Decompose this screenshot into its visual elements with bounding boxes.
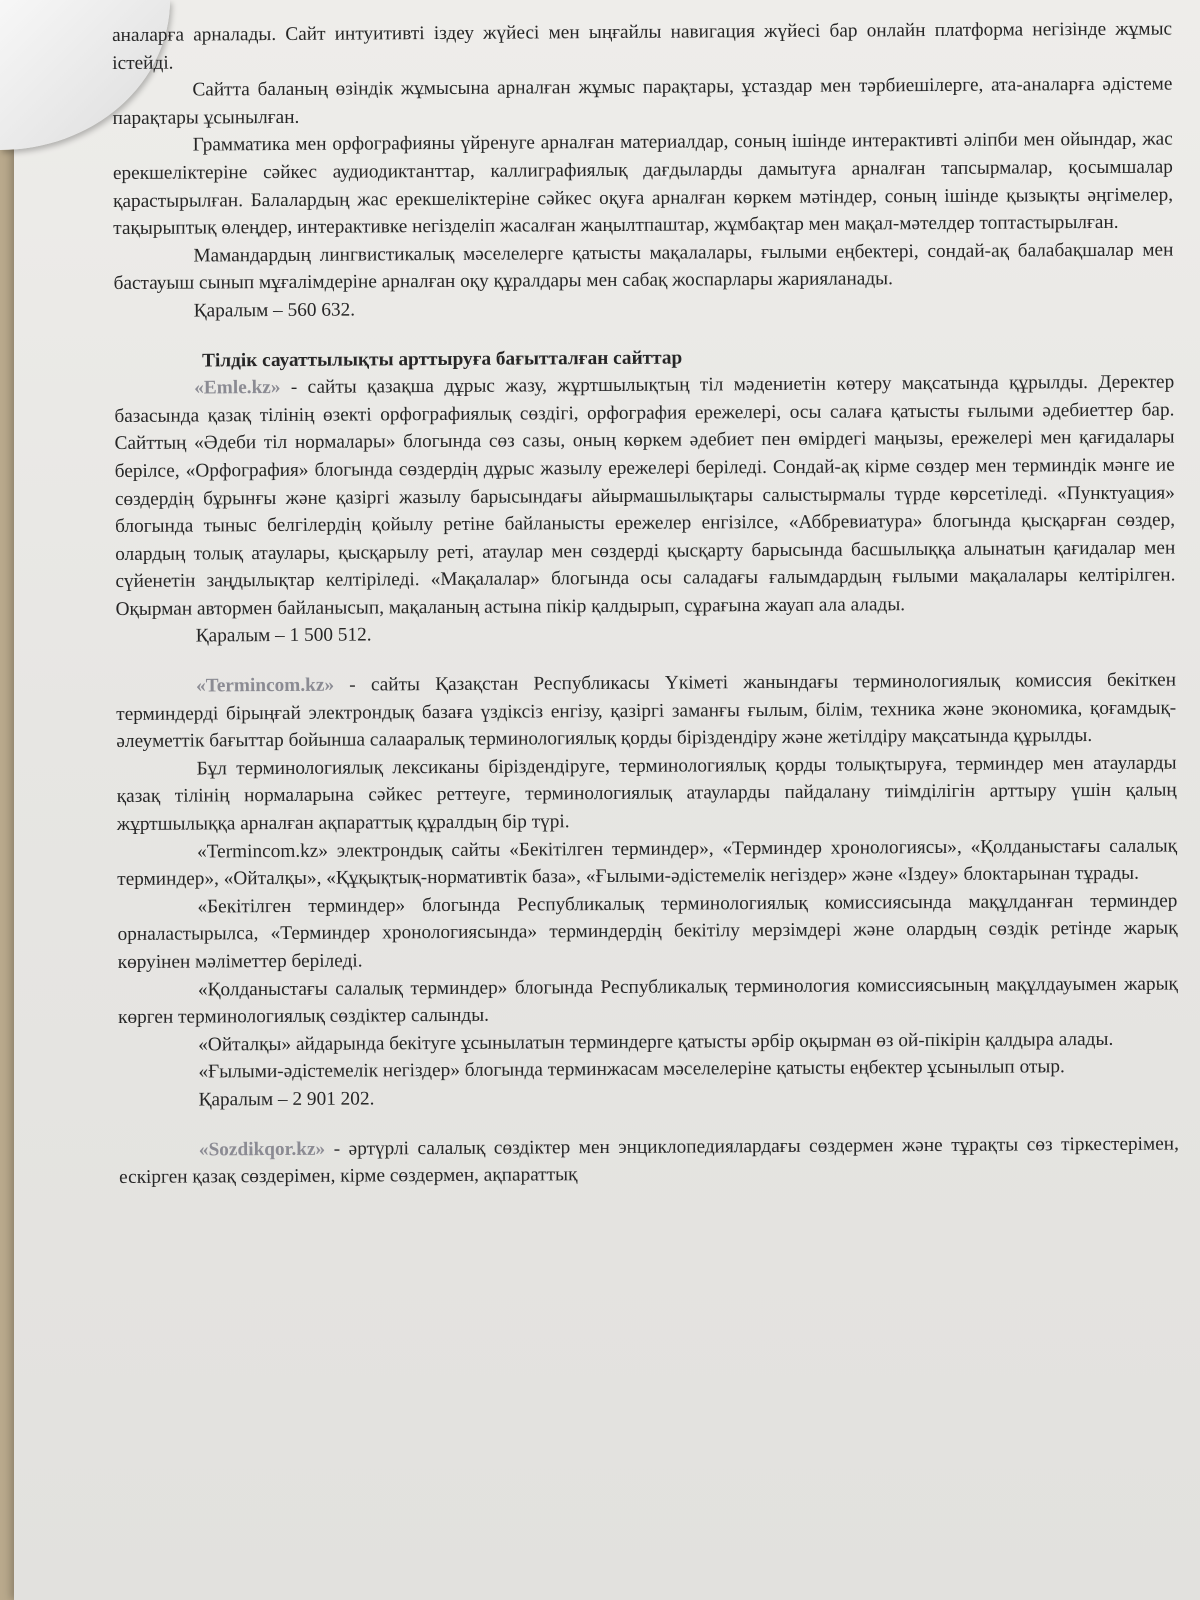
paragraph: «Termincom.kz» - сайты Қазақстан Республикасы Үкіметі жанындағы терминологиялық комиссия бекіткен терминдерді бірыңғай электрондық базаға үздіксіз енгізу, қазіргі заманғы ғылым, білім, техника және экономика, қоғамдық-әлеуметтік бағыттар бойынша салааралық терминологиялық қорды біріздендіру және жетілдіру мақсатында құрылды.	[116, 669, 1177, 753]
site-name: «Termincom.kz»	[195, 674, 335, 697]
paragraph: Сайтта баланың өзіндік жұмысына арналған жұмыс парақтары, ұстаздар мен тәрбиешілерге, ата-аналарға әдістеме парақтары ұсынылған.	[112, 73, 1173, 129]
view-count: Қаралым – 560 632.	[193, 299, 356, 322]
paragraph: «Қолданыстағы салалық терминдер» блогында Республикалық терминология комиссиясының мақұлдауымен жарық көрген терминологиялық сөздіктер салынды.	[118, 973, 1178, 1029]
paragraph: «Termincom.kz» электрондық сайты «Бекітілген терминдер», «Терминдер хронологиясы», «Қолданыстағы салалық терминдер», «Ойталқы», «Құқықтық-нормативтік база», «Ғылыми-әдістемелік негіздер» және «Іздеу» блоктарынан тұрады.	[117, 835, 1178, 891]
site-name: «Sozdikqor.kz»	[198, 1138, 326, 1161]
paragraph: Мамандардың лингвистикалық мәселелерге қатысты мақалалары, ғылыми еңбектері, сондай-ақ балабақшалар мен бастауыш сынып мұғалімдеріне арналған оқу құралдары мен сабақ жоспарлары жарияланады.	[113, 239, 1174, 295]
paragraph: аналарға арналады. Сайт интуитивті іздеу жүйесі мен ыңғайлы навигация жүйесі бар онлайн платформа негізінде жұмыс істейді.	[112, 18, 1173, 74]
paragraph: «Ойталқы» айдарында бекітуге ұсынылатын терминдерге қатысты әрбір оқырман өз ой-пікірін қалдыра алады.	[198, 1028, 1114, 1056]
view-count: Қаралым – 1 500 512.	[195, 624, 372, 647]
view-count: Қаралым – 2 901 202.	[198, 1088, 375, 1111]
paragraph: «Ғылыми-әдістемелік негіздер» блогында терминжасам мәселелеріне қатысты еңбектер ұсынылып отыр.	[198, 1056, 1065, 1083]
paragraph: Бұл терминологиялық лексиканы біріздендіруге, терминологиялық қорды толықтыруға, терминдер мен атауларды қазақ тілінің нормаларына сәйкес реттеуге, терминологиялық атауларды пайдалану тиімділігін арттыру үшін қалың жұртшылыққа арналған ақпараттық құралдың бір түрі.	[116, 752, 1177, 836]
paragraph: «Бекітілген терминдер» блогында Республикалық терминологиялық комиссиясында мақұлданған терминдер орналастырылса, «Терминдер хронологиясында» терминдердің бекітілу мерзімдері және олардың сөздік ретінде жарық көруінен мәліметтер беріледі.	[117, 890, 1178, 973]
paragraph: Грамматика мен орфографияны үйренуге арналған материалдар, соның ішінде интерактивті әліпби мен ойындар, жас ерекшеліктеріне сәйкес аудиодиктанттар, каллиграфиялық дағдыларды дамытуға арналған тапсырмалар, қосымшалар қарастырылған. Балалардың жас ерекшеліктеріне сәйкес оқуға арналған көркем мәтіндер, соның ішінде қызықты әңгімелер, тақырыптық өлеңдер, интерактивке негізделіп жасалған жаңылтпаштар, жұмбақтар мен мақал-мәтелдер топтастырылған.	[112, 128, 1174, 240]
paragraph: «Sozdikqor.kz» - әртүрлі салалық сөздіктер мен энциклопедиялардағы сөздермен және тұрақты сөз тіркестерімен, ескірген қазақ сөздерімен, кірме сөздермен, ақпараттық	[118, 1133, 1179, 1189]
document-text	[112, 16, 1179, 1192]
section-heading: Тілдік сауаттылықты арттыруға бағытталған сайттар	[202, 347, 683, 371]
paragraph: «Emle.kz» - сайты қазақша дұрыс жазу, жұртшылықтың тіл мәдениетін көтеру мақсатында құрылды. Деректер базасында қазақ тілінің өзекті орфографиялық сөздігі, орфография ережелері, осы салаға қатысты ғылыми әдебиеттер бар. Сайттың «Әдеби тіл нормалары» блогында сөз сазы, оның көркем әдебиет пен өмірдегі маңызы, ережелері мен қағидалары берілсе, «Орфография» блогында сөздердің дұрыс жазылу ережелері беріледі. Сондай-ақ кірме сөздер мен терминдік мәнге ие сөздердің бұрынғы және қазіргі жазылу барысындағы айырмашылықтары салыстырмалы түрде көрсетіледі. «Пунктуация» блогында тыныс белгілердің қойылу ретіне байланысты ережелер енгізілсе, «Аббревиатура» блогында қысқарған сөздер, олардың толық атаулары, қысқарылу реті, атаулар мен сөздерді қысқарту барысында басшылыққа алынатын қағидалар мен сүйенетін заңдылықтар келтіріледі. «Мақалалар» блогында осы саладағы ғалымдардың ғылыми мақалалары келтірілген. Оқырман автормен байланысып, мақаланың астына пікір қалдырып, сұрағына жауап ала алады.	[114, 371, 1176, 620]
site-name: «Emle.kz»	[194, 377, 281, 399]
